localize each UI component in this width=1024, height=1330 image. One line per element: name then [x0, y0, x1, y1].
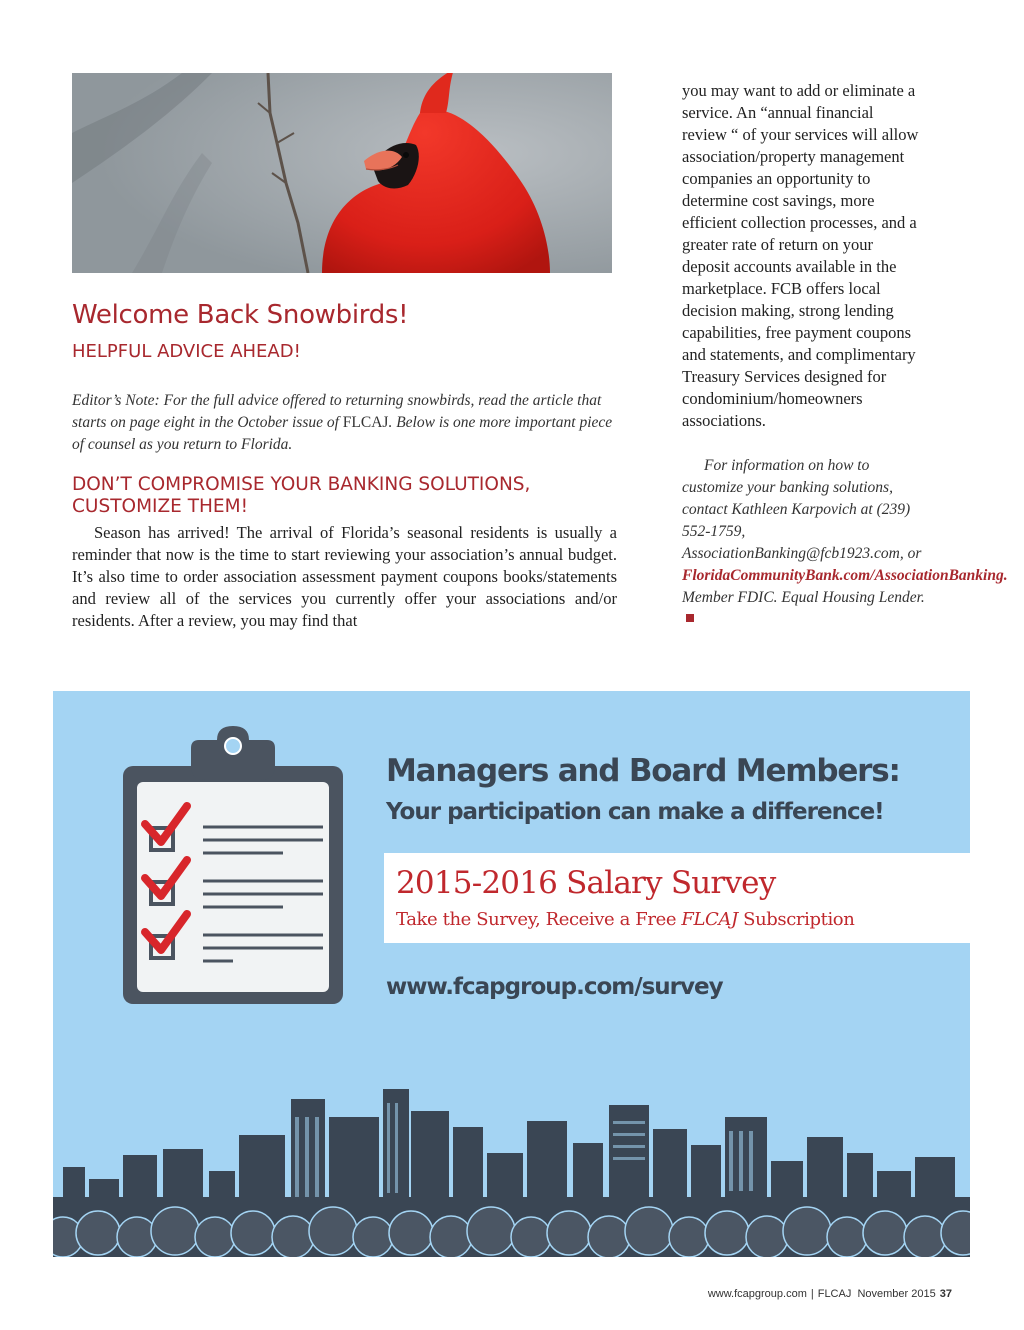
- ad-title: Managers and Board Members:: [386, 753, 900, 789]
- page-number: 37: [939, 1288, 952, 1300]
- survey-offer-prefix: Take the Survey, Receive a Free: [396, 909, 682, 930]
- footer-site: www.fcapgroup.com: [707, 1288, 807, 1300]
- footer-separator: |: [810, 1288, 814, 1300]
- article-body-right: you may want to add or eliminate a service. An “annual financial review “ of your services will allow association/property management companies an opportunity to determine cost savings, more efficient collection processes, and a greater rate of return on your deposit accounts available in the marketplace. FCB offers local decision making, strong lending capabilities, free payment coupons and statements, and complimentary Treasury Services designed for condominium/homeowners associations.: [682, 81, 919, 430]
- cardinal-photo: [72, 73, 612, 273]
- article-subheadline: HELPFUL ADVICE AHEAD!: [72, 341, 301, 362]
- cardinal-illustration: [72, 73, 612, 273]
- survey-url-link[interactable]: www.fcapgroup.com/survey: [386, 974, 723, 1000]
- editors-note-part2: . Below is one more important piece of counsel as you return to Florida.: [72, 414, 613, 453]
- contact-text: For information on how to customize your banking solutions, contact Kathleen Karpovich at (239) 552-1759, AssociationBanking@fcb1923.com, or: [682, 457, 922, 562]
- bank-link[interactable]: FloridaCommunityBank.com/AssociationBanking.: [682, 567, 1008, 584]
- section-heading: DON’T COMPROMISE YOUR BANKING SOLUTIONS, CUSTOMIZE THEM!: [72, 474, 531, 517]
- clipboard-icon: [123, 724, 343, 1004]
- contact-disclaimer: Member FDIC. Equal Housing Lender.: [682, 589, 925, 606]
- editors-note-publication: FLCAJ: [342, 414, 389, 431]
- survey-title: 2015-2016 Salary Survey: [396, 865, 776, 901]
- survey-offer: [396, 909, 854, 930]
- city-skyline-illustration: [53, 1087, 970, 1257]
- editors-note-part1: Editor’s Note: For the full advice offered to returning snowbirds, read the article that starts on page eight in the October issue of: [72, 392, 602, 431]
- survey-offer-suffix: Subscription: [737, 909, 855, 930]
- salary-survey-ad[interactable]: [53, 691, 970, 1257]
- page-footer: [0, 1288, 952, 1300]
- article-headline: Welcome Back Snowbirds!: [72, 300, 409, 330]
- contact-info: [682, 455, 1008, 631]
- footer-publication: FLCAJ: [817, 1288, 852, 1300]
- footer-issue: November 2015: [857, 1288, 936, 1300]
- end-mark-icon: [686, 614, 694, 622]
- article-body-left: Season has arrived! The arrival of Florida’s seasonal residents is usually a reminder that now is the time to start reviewing your association’s annual budget. It’s also time to order association assessment payment coupons books/statements and review all of the services you currently offer your associations and/or residents. After a review, you may find that: [72, 523, 617, 630]
- ad-subtitle: Your participation can make a difference!: [386, 799, 884, 825]
- editors-note: [72, 390, 617, 456]
- survey-offer-brand: FLCAJ: [681, 909, 738, 930]
- survey-band: [384, 853, 970, 943]
